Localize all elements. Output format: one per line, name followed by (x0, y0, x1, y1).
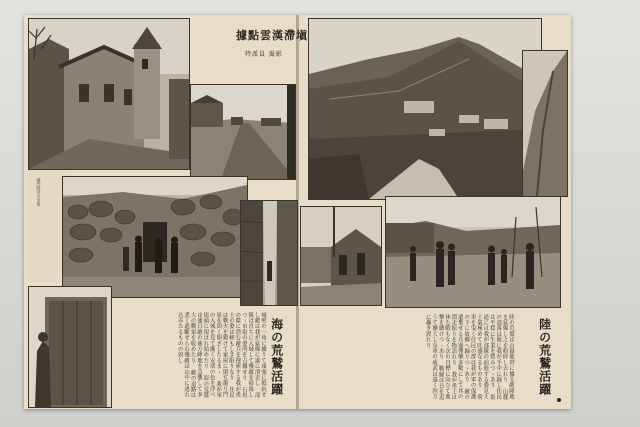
photo-mountain (308, 18, 542, 200)
right-article-body (304, 314, 514, 404)
page-marker (557, 398, 561, 402)
right-body-line: 戰線は日を追うて擴大し皇軍の威武は遠く四方に轟き渡れり (424, 314, 444, 401)
left-body-line: 城壁の一角に據りて頑強に抵抗せし敵は我が猛爆に遂に潰走し (253, 312, 266, 398)
photo-door (28, 286, 112, 408)
left-body-line: 我が軍の入城を見て漸く安堵の色を浮べ街頭に現はれ始めたり (202, 312, 222, 399)
left-body-line: 海の荒鷲は連日敵の後方陣地を急襲して多大の戰果を收めたり (189, 312, 209, 399)
title-panel (190, 18, 294, 82)
left-body-line: 石垣の陰に潜む敵兵を搜索する我が勇士の姿は頼もしき限りなり (227, 312, 247, 399)
right-body-line: 街道には我が部隊の前進する姿見え士氣極めて旺盛なるものあり (475, 314, 495, 401)
left-article-body (116, 312, 266, 402)
photo-edge-strip (522, 50, 568, 197)
photo-stone-wall (62, 176, 248, 298)
photo-soldiers-road (385, 196, 561, 308)
right-body-line: 敵の遺棄せる兵器彈藥多數にして其の潰走振りを物語れり (450, 314, 470, 401)
photo-village-church (28, 18, 190, 170)
right-title: 陸の荒鷲活躍 (537, 318, 552, 396)
left-title: 海の荒鷲活躍 (269, 318, 284, 396)
top-subtitle: 特派員 撮影 (245, 51, 283, 58)
photo-village-street (300, 206, 382, 306)
right-body-line: 荷車を曳く住民の群は我が軍の保護の下に故郷へ歸りつゝあり (463, 314, 482, 401)
left-body-line: 敵の退路は悉く遮斷せられ殘敵は山中に逃れ込みたるものの如し (176, 312, 196, 399)
left-body-line: 住民は戰火を避けて家屋に閉ぢ籠り門扉を固く閉ざしたるまゝ (215, 312, 234, 399)
photo-alley (240, 200, 298, 306)
right-body-line: 我が勇士は休む暇もなく次の目標に向ひて進撃を續けつゝあり (437, 314, 457, 401)
caption-street: 城門附近の市街 (36, 178, 42, 206)
right-body-line: 陸の荒鷲は山嶽地帯に據る敵陣地を猛爆し之を粉碎し去れり (501, 314, 514, 400)
top-title: 據點雲漢滯塡 (236, 29, 308, 42)
caption-box-left (28, 170, 66, 282)
photo-road (190, 84, 296, 180)
left-body-line: 部隊は直ちに入城して殘敵を掃蕩しつゝ市街の要所を占據せり (240, 312, 260, 399)
right-body-line: 山麓の部落は既に我が手中に歸し住民は平穏に生業を營みつゝあり (488, 314, 508, 401)
